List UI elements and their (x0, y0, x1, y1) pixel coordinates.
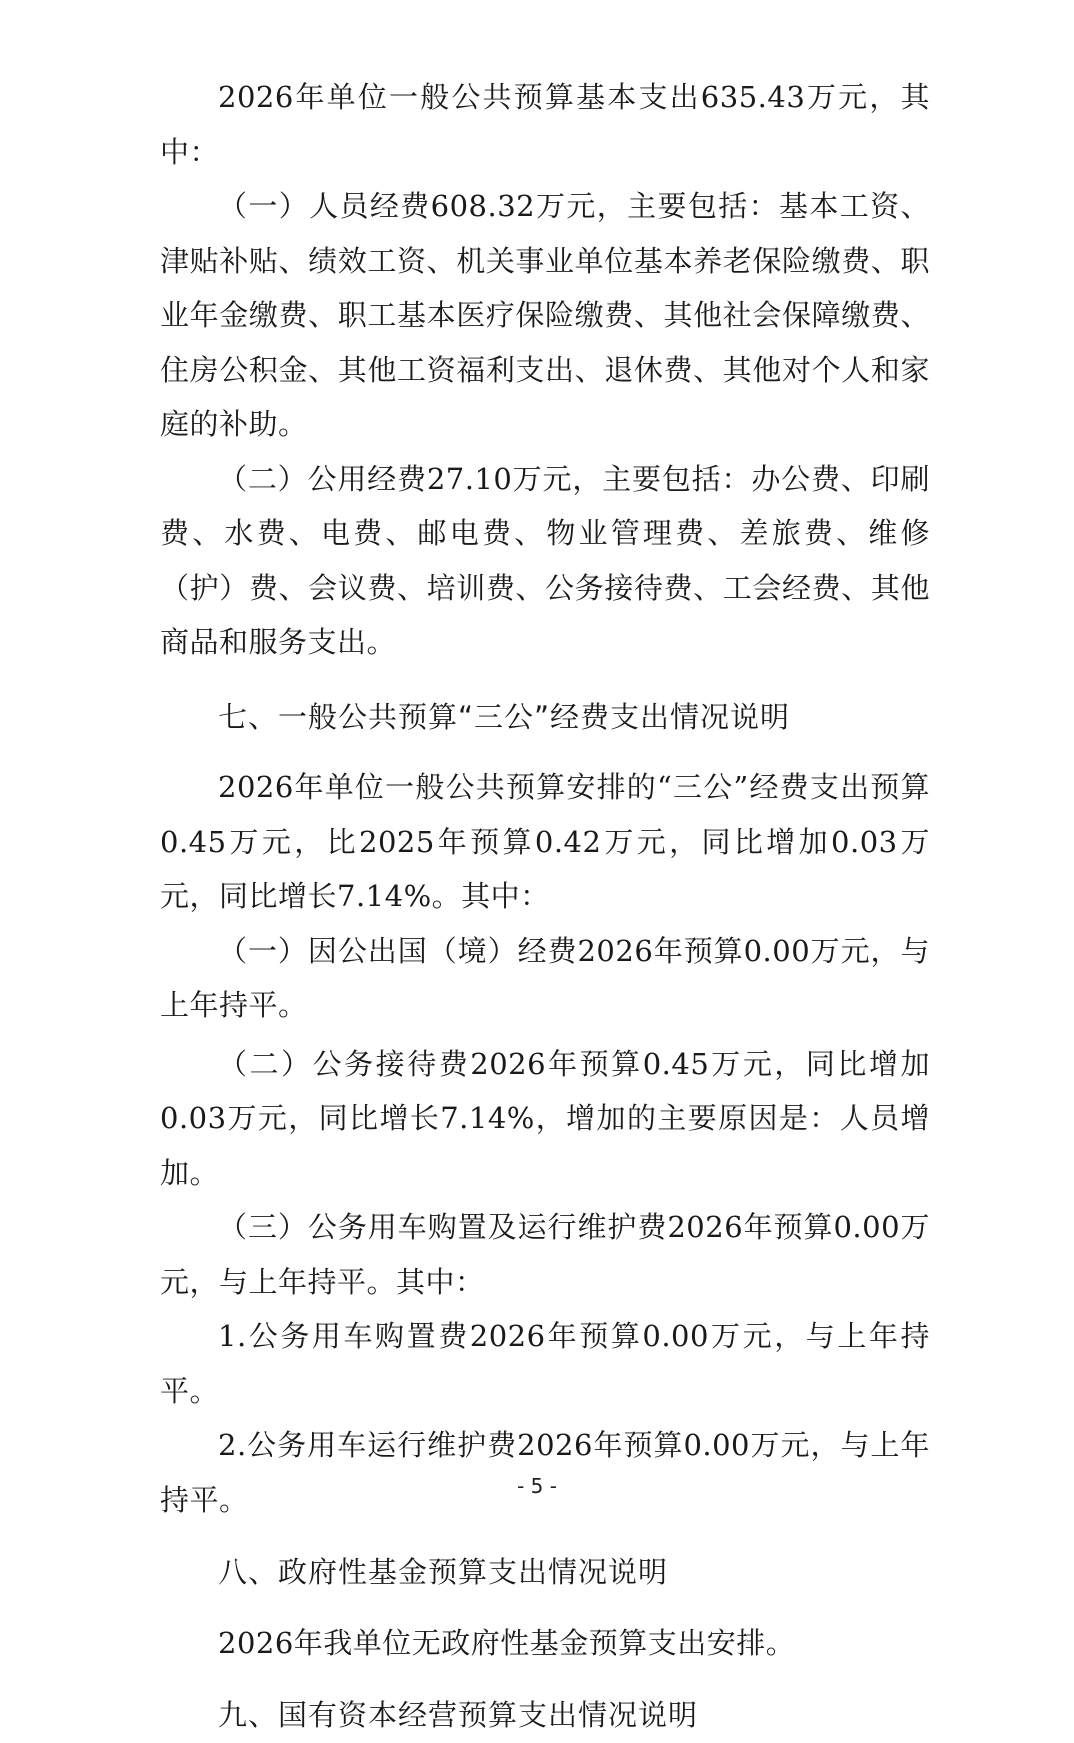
section-heading-nine: 九、国有资本经营预算支出情况说明 (218, 1698, 699, 1732)
official-reception-expenses: （二）公务接待费2026年预算0.45万元，同比增加0.03万元，同比增长7.14%，增加的主要原因是：人员增加。 (160, 1046, 930, 1190)
government-fund-statement: 2026年我单位无政府性基金预算支出安排。 (218, 1625, 796, 1660)
page-number: - 5 - (517, 1474, 557, 1498)
official-vehicle-expenses: （三）公务用车购置及运行维护费2026年预算0.00万元，与上年持平。其中： (160, 1210, 930, 1299)
public-expenses-paragraph: （二）公用经费27.10万元，主要包括：办公费、印刷费、水费、电费、邮电费、物业管理费、差旅费、维修（护）费、会议费、培训费、公务接待费、工会经费、其他商品和服务支出。 (160, 461, 930, 659)
section-heading-eight: 八、政府性基金预算支出情况说明 (218, 1555, 669, 1589)
personnel-expenses-paragraph: （一）人员经费608.32万元，主要包括：基本工资、津贴补贴、绩效工资、机关事业单位基本养老保险缴费、职业年金缴费、职工基本医疗保险缴费、其他社会保障缴费、住房公积金、其他工资福利支出、退休费、其他对个人和家庭的补助。 (160, 189, 930, 441)
three-public-expenses-summary: 2026年单位一般公共预算安排的“三公”经费支出预算0.45万元，比2025年预算0.42万元，同比增加0.03万元，同比增长7.14%。其中： (160, 770, 930, 913)
section-heading-seven: 七、一般公共预算“三公”经费支出情况说明 (218, 699, 791, 734)
vehicle-purchase-expenses: 1.公务用车购置费2026年预算0.00万元，与上年持平。 (160, 1319, 930, 1408)
basic-expenditure-summary: 2026年单位一般公共预算基本支出635.43万元，其中： (160, 80, 930, 169)
overseas-travel-expenses: （一）因公出国（境）经费2026年预算0.00万元，与上年持平。 (160, 933, 930, 1022)
vehicle-maintenance-expenses: 2.公务用车运行维护费2026年预算0.00万元，与上年持平。 (160, 1428, 930, 1517)
